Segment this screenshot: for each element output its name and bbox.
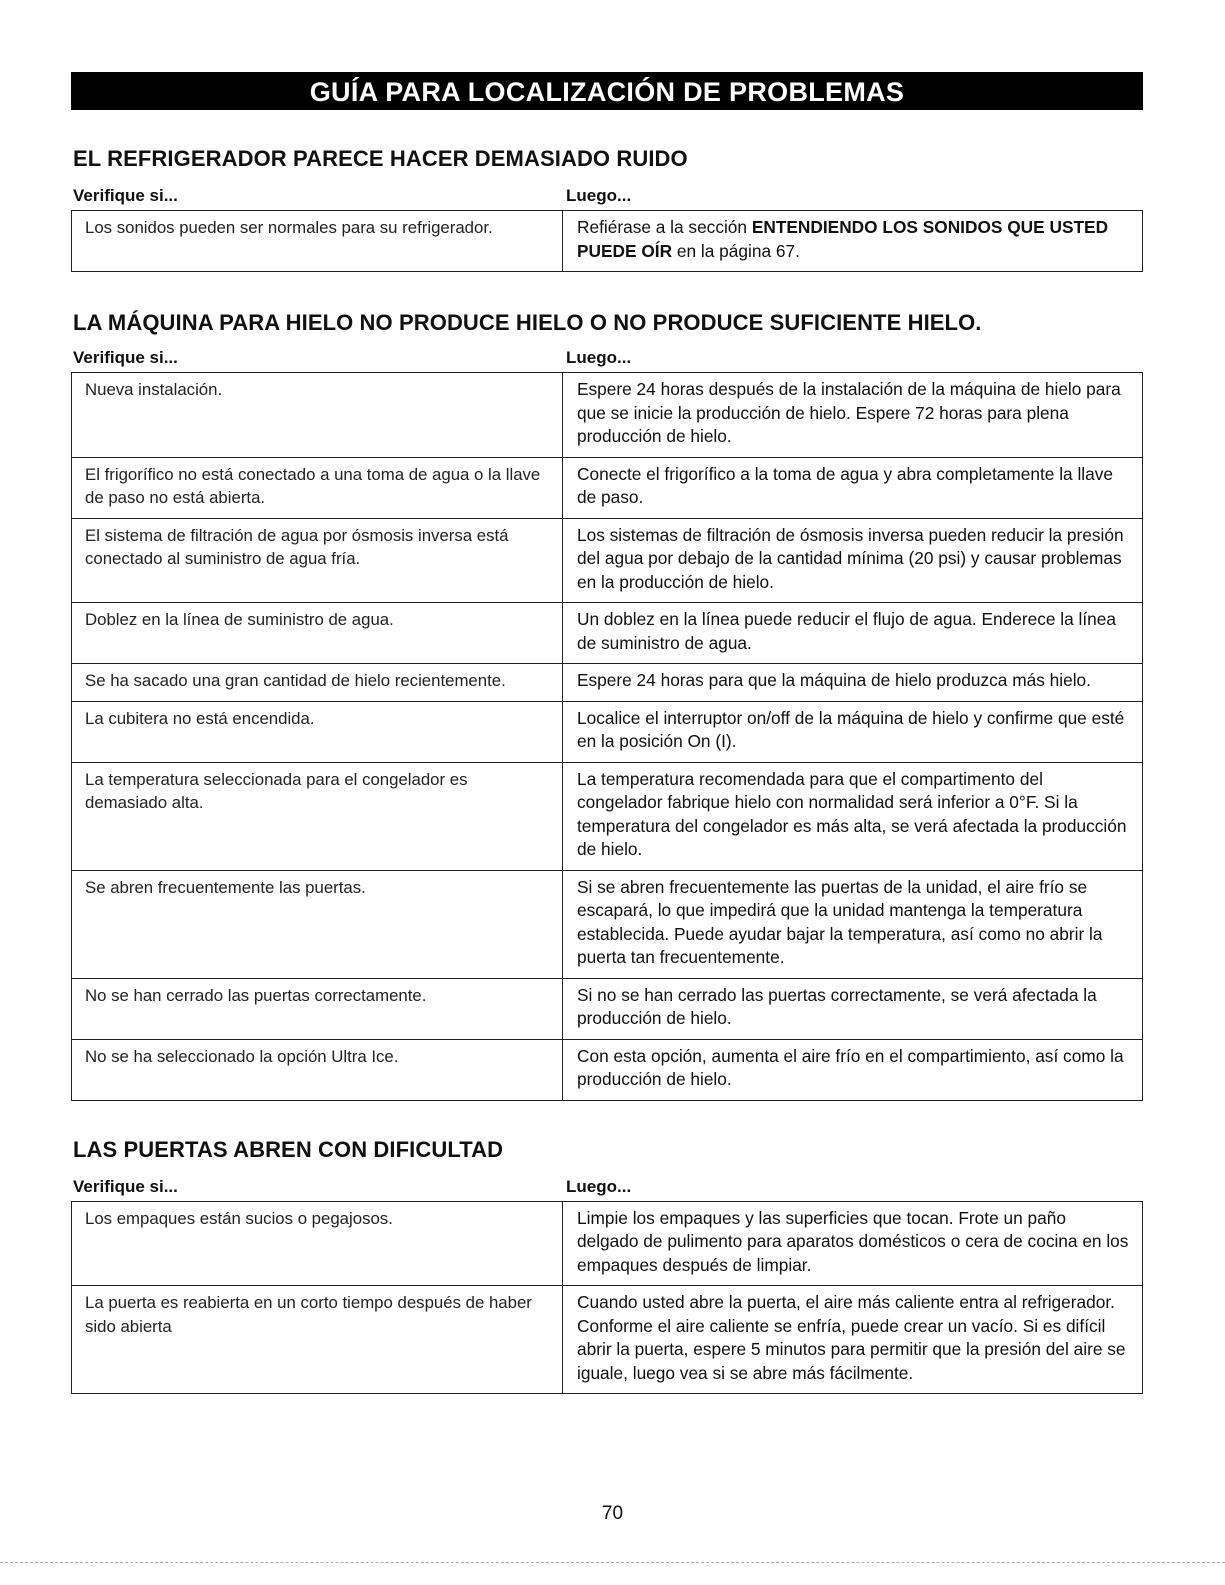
troubleshoot-table — [71, 1201, 1143, 1395]
then-text: Refiérase a la sección — [577, 217, 752, 237]
then-text: en la página 67. — [672, 240, 800, 261]
page-number: 70 — [601, 1503, 624, 1524]
col-header-check: Verifique si... — [73, 348, 178, 367]
troubleshoot-table — [71, 210, 1143, 272]
check-cell: No se han cerrado las puertas correctamente. — [72, 978, 563, 1039]
then-cell: Cuando usted abre la puerta, el aire más caliente entra al refrigerador. Conforme el aire caliente se enfría, puede crear un vacío. Si es difícil abrir la puerta, espere 5 minutos para permitir que la presión del aire se iguale, luego vea si se abre más fácilmente. — [563, 1286, 1143, 1394]
then-cell: Si no se han cerrado las puertas correctamente, se verá afectada la producción de hielo. — [563, 978, 1143, 1039]
col-header-then: Luego... — [566, 348, 632, 367]
section-title: LA MÁQUINA PARA HIELO NO PRODUCE HIELO O NO PRODUCE SUFICIENTE HIELO. — [73, 310, 982, 335]
column-headers — [71, 1173, 1143, 1201]
column-headers — [71, 182, 1143, 210]
col-header-check: Verifique si... — [73, 186, 178, 205]
check-cell: El frigorífico no está conectado a una toma de agua o la llave de paso no está abierta. — [72, 457, 563, 518]
then-cell: Los sistemas de filtración de ósmosis inversa pueden reducir la presión del agua por debajo de la cantidad mínima (20 psi) y causar problemas en la producción de hielo. — [563, 518, 1143, 603]
check-cell: No se ha seleccionado la opción Ultra Ice. — [72, 1039, 563, 1100]
troubleshoot-table — [71, 372, 1143, 1101]
table-row — [72, 1201, 1143, 1286]
table-row — [72, 1286, 1143, 1394]
section-noise — [71, 146, 1143, 272]
check-cell: Se ha sacado una gran cantidad de hielo recientemente. — [72, 664, 563, 702]
then-cell: Localice el interruptor on/off de la máquina de hielo y confirme que esté en la posición On (I). — [563, 701, 1143, 762]
then-cell: Limpie los empaques y las superficies que tocan. Frote un paño delgado de pulimento para aparatos domésticos o cera de cocina en los empaques después de limpiar. — [563, 1201, 1143, 1286]
page-bottom-rule — [0, 1562, 1225, 1563]
table-row — [72, 664, 1143, 702]
then-cell: Espere 24 horas para que la máquina de hielo produzca más hielo. — [563, 664, 1143, 702]
then-cell — [563, 211, 1143, 272]
check-cell: Se abren frecuentemente las puertas. — [72, 870, 563, 978]
table-row — [72, 603, 1143, 664]
table-row — [72, 373, 1143, 458]
section-title: LAS PUERTAS ABREN CON DIFICULTAD — [73, 1136, 504, 1162]
table-row — [72, 701, 1143, 762]
section-title: EL REFRIGERADOR PARECE HACER DEMASIADO RUIDO — [73, 146, 688, 171]
table-row — [72, 1039, 1143, 1100]
then-cell: Con esta opción, aumenta el aire frío en el compartimiento, así como la producción de hielo. — [563, 1039, 1143, 1100]
table-row — [72, 870, 1143, 978]
check-cell: El sistema de filtración de agua por ósmosis inversa está conectado al suministro de agua fría. — [72, 518, 563, 603]
check-cell: La cubitera no está encendida. — [72, 701, 563, 762]
col-header-then: Luego... — [566, 186, 632, 205]
table-row — [72, 978, 1143, 1039]
then-cell: Si se abren frecuentemente las puertas de la unidad, el aire frío se escapará, lo que impedirá que la unidad mantenga la temperatura establecida. Puede ayudar bajar la temperatura, así como no abrir la puerta tan frecuentemente. — [563, 870, 1143, 978]
page-banner: GUÍA PARA LOCALIZACIÓN DE PROBLEMAS — [71, 72, 1143, 110]
then-cell: Un doblez en la línea puede reducir el flujo de agua. Enderece la línea de suministro de agua. — [563, 603, 1143, 664]
check-cell: La temperatura seleccionada para el congelador es demasiado alta. — [72, 762, 563, 870]
table-row — [72, 518, 1143, 603]
table-row — [72, 211, 1143, 272]
table-row — [72, 762, 1143, 870]
table-row — [72, 457, 1143, 518]
then-cell: La temperatura recomendada para que el compartimento del congelador fabrique hielo con normalidad será inferior a 0°F. Si la temperatura del congelador es más alta, se verá afectada la producción de hielo. — [563, 762, 1143, 870]
document-page — [71, 72, 1143, 1394]
then-bold-ref: ENTENDIENDO LOS SONIDOS QUE USTED PUEDE OÍR — [577, 217, 1109, 261]
then-cell: Espere 24 horas después de la instalación de la máquina de hielo para que se inicie la producción de hielo. Espere 72 horas para plena producción de hielo. — [563, 373, 1143, 458]
check-cell: Nueva instalación. — [72, 373, 563, 458]
check-cell: Los sonidos pueden ser normales para su refrigerador. — [72, 211, 563, 272]
check-cell: La puerta es reabierta en un corto tiempo después de haber sido abierta — [72, 1286, 563, 1394]
section-doors — [71, 1137, 1143, 1395]
col-header-then: Luego... — [566, 1176, 632, 1196]
then-cell: Conecte el frigorífico a la toma de agua y abra completamente la llave de paso. — [563, 457, 1143, 518]
check-cell: Doblez en la línea de suministro de agua. — [72, 603, 563, 664]
col-header-check: Verifique si... — [73, 1176, 178, 1196]
section-ice-maker — [71, 310, 1143, 1101]
check-cell: Los empaques están sucios o pegajosos. — [72, 1201, 563, 1286]
column-headers — [71, 344, 1143, 372]
